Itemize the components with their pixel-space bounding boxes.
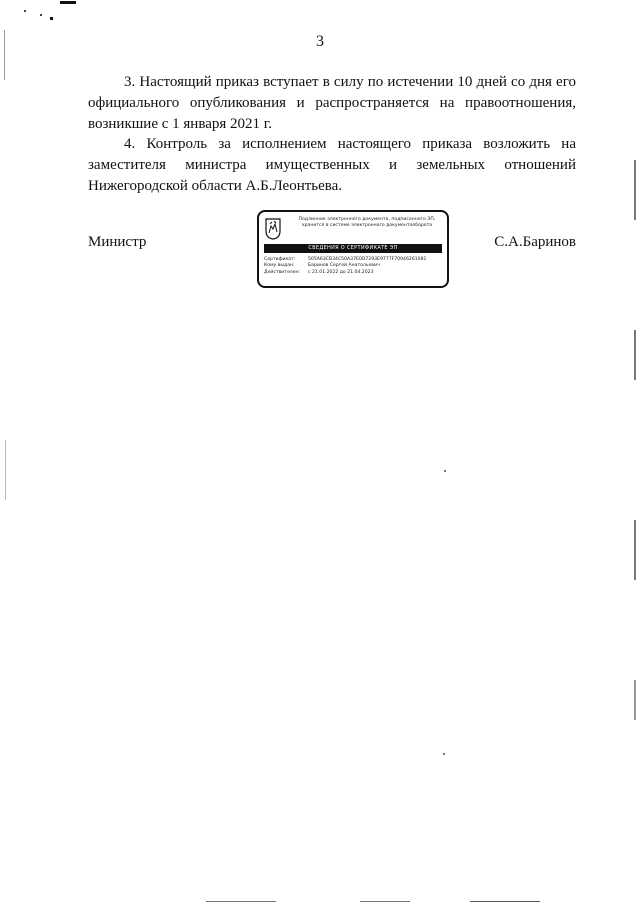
stamp-heading-band: СВЕДЕНИЯ О СЕРТИФИКАТЕ ЭП <box>264 244 442 253</box>
stamp-row-key: Кому выдан: <box>264 263 295 269</box>
page-number: 3 <box>316 33 324 50</box>
stamp-row-key: Сертификат: <box>264 257 296 262</box>
scan-dot <box>443 753 445 755</box>
scan-bottom-line <box>206 901 276 902</box>
scan-mark <box>60 1 76 4</box>
paragraph-line: 3. Настоящий приказ вступает в силу по истечении 10 дней со дня его <box>124 74 576 90</box>
paragraph-line: возникшие с 1 января 2021 г. <box>88 116 272 132</box>
scan-mark <box>24 10 26 12</box>
paragraph-line: 4. Контроль за исполнением настоящего приказа возложить на <box>124 136 576 152</box>
paragraph-line: Нижегородской области А.Б.Леонтьева. <box>88 178 343 194</box>
scan-edge-line <box>634 330 636 380</box>
electronic-signature-stamp <box>257 210 449 288</box>
scan-edge-line <box>4 30 5 80</box>
scan-edge-line <box>634 160 636 220</box>
scan-bottom-line <box>360 901 410 902</box>
scan-edge-line <box>5 440 6 500</box>
paragraph-4 <box>88 134 576 197</box>
scan-mark <box>40 14 42 16</box>
stamp-row-key: Действителен: <box>264 269 301 275</box>
signatory-name: С.А.Баринов <box>494 234 576 250</box>
stamp-intro-text: Подлинник электронного документа, подписанного ЭП, хранится в системе электронного документооборота <box>298 217 436 228</box>
signatory-title: Министр <box>88 234 147 250</box>
stamp-row-value: Баринов Сергей Анатольевич <box>308 263 380 269</box>
scan-dot <box>444 470 446 472</box>
scan-edge-line <box>634 680 636 720</box>
scan-bottom-line <box>470 901 540 902</box>
scan-mark <box>50 17 53 20</box>
paragraph-line: заместителя министра имущественных и земельных отношений <box>88 157 576 173</box>
stamp-details <box>264 257 446 276</box>
scan-edge-line <box>634 520 636 580</box>
stamp-row-validity <box>264 270 446 276</box>
stamp-row-value: с 21.01.2022 до 21.04.2023 <box>308 269 374 275</box>
stamp-row-value: 505A63CB34C50A37E0D7293E9777F70946261081 <box>308 257 427 262</box>
paragraph-3 <box>88 72 576 135</box>
coat-of-arms-icon <box>265 218 281 240</box>
paragraph-line: официального опубликования и распространяется на правоотношения, <box>88 95 576 111</box>
